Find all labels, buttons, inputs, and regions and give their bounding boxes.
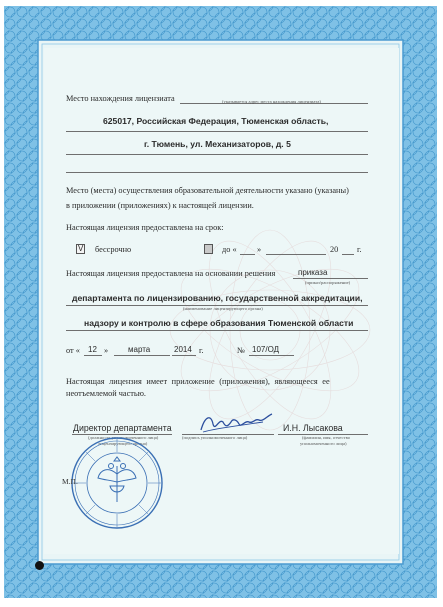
basis-doc-type-line <box>293 278 368 279</box>
signatory-name-hint-2: уполномоченного лица) <box>300 441 347 446</box>
until-quote-close: » <box>257 245 262 254</box>
date-day-line <box>84 355 102 356</box>
term-label: Настоящая лицензия предоставлена на срок: <box>66 223 224 232</box>
address-line-1: 625017, Российская Федерация, Тюменская область, <box>103 116 329 126</box>
appendix-line-2: неотъемлемой частью. <box>66 389 146 398</box>
punch-hole-mark <box>35 561 44 570</box>
authority-hint: (наименование лицензирующего органа) <box>183 306 263 311</box>
address-underline-1 <box>66 131 368 132</box>
until-day-line <box>240 254 255 255</box>
address-label: Место нахождения лицензиата <box>66 94 175 103</box>
authority-underline-2 <box>66 330 368 331</box>
address-underline-3 <box>66 172 368 173</box>
appendix-line-1: Настоящая лицензия имеет приложение (приложения), являющееся ее <box>66 377 330 386</box>
date-from-label: от « <box>66 346 80 355</box>
date-quote-close: » <box>104 346 109 355</box>
basis-doc-type-hint: (приказ/распоряжение) <box>305 280 351 285</box>
signatory-position-hint: (должность уполномоченного лица) <box>88 435 159 440</box>
activity-place-line-2: в приложении (приложениях) к настоящей лицензии. <box>66 201 254 210</box>
date-year-suffix: г. <box>199 346 204 355</box>
order-number-label: № <box>237 346 245 355</box>
authority-line-1: департамента по лицензированию, государственной аккредитации, <box>72 293 363 303</box>
address-underline-2 <box>66 154 368 155</box>
date-day: 12 <box>88 345 97 354</box>
address-hint: (указывается адрес места нахождения лицензиата) <box>222 99 321 104</box>
order-number: 107/ОД <box>252 345 280 354</box>
date-year: 2014 <box>174 345 192 354</box>
until-year-line <box>342 254 354 255</box>
until-checkbox <box>204 244 213 254</box>
basis-doc-type: приказа <box>298 268 328 277</box>
until-year-suffix: г. <box>357 245 362 254</box>
activity-place-line-1: Место (места) осуществления образовательной деятельности указано (указаны) <box>66 186 349 195</box>
indefinite-label: бессрочно <box>95 245 132 254</box>
basis-label: Настоящая лицензия предоставлена на основании решения <box>66 269 276 278</box>
date-month-line <box>114 355 170 356</box>
signatory-position-hint-2: лицензирующего органа) <box>98 441 148 446</box>
order-number-line <box>249 355 294 356</box>
until-label: до « <box>222 245 237 254</box>
until-month-line <box>266 254 326 255</box>
until-year-prefix: 20 <box>330 245 339 254</box>
signatory-name: И.Н. Лысакова <box>283 423 343 433</box>
authority-line-2: надзору и контролю в сфере образования Тюменской области <box>84 318 354 328</box>
date-year-line <box>172 355 196 356</box>
signatory-name-hint: (фамилия, имя, отчество <box>302 435 351 440</box>
official-seal <box>70 436 164 530</box>
stamp-place-label: М.П. <box>62 477 78 486</box>
address-line-2: г. Тюмень, ул. Механизаторов, д. 5 <box>144 139 291 149</box>
indefinite-check-mark: V <box>78 244 84 253</box>
date-month: марта <box>128 345 151 354</box>
signature-hint: (подпись уполномоченного лица) <box>182 435 248 440</box>
signatory-position: Директор департамента <box>73 423 172 433</box>
indefinite-checkbox <box>76 244 85 254</box>
